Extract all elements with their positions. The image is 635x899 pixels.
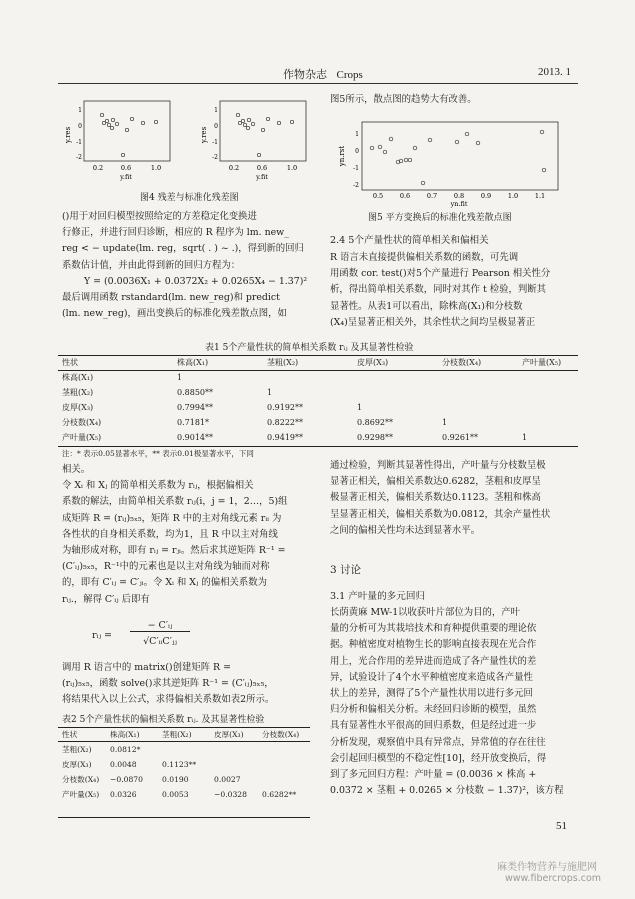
table-header-cell: 性状 [62,358,78,367]
table-cell [214,757,262,772]
table-cell [442,370,522,385]
figure-5-caption: 图5 平方变换后的标准化残差散点图 [368,213,512,223]
figure-5-ytick: 0 [355,148,359,155]
table-cell: 0.9298** [357,433,393,442]
table-header-cell: 皮厚(X₃) [214,730,244,739]
text-line: 显著性。从表1可以看出，除株高(X₁)和分枝数 [330,300,523,312]
table-1-note: 注：* 表示0.05显著水平，** 表示0.01极显著水平，下同 [62,449,254,458]
journal-title-en: Crops [336,69,363,81]
table-cell [262,742,308,757]
text-line: 令 Xᵢ 和 Xⱼ 的简单相关系数为 rᵢⱼ，根据偏相关 [62,480,254,492]
plot-a-ytick: -2 [76,154,82,161]
table-cell: 0.9192** [267,403,303,412]
table-cell: 皮厚(X₃) [62,403,94,412]
table-cell [262,757,308,772]
table-cell: 1 [442,418,448,427]
table-cell: 0.9014** [177,433,213,442]
figure-5-xtick: 0.7 [426,192,438,200]
plot-a-xtick: 1.0 [150,164,162,172]
table-header-cell: 性状 [62,730,78,739]
table-cell [522,370,572,385]
figure-5-points [370,130,546,185]
right-column-top-text [330,92,477,108]
text-line: 用上，光合作用的差异进而造成了各产量性状的差 [330,655,537,667]
table-cell: 0.7181* [177,418,209,427]
table-2-grid [62,727,308,802]
table-cell: 茎粗(X₂) [62,745,92,754]
figure-5-xtick: 0.8 [453,192,465,200]
table-cell: 0.0027 [214,775,241,784]
text-line: 异，试验设计了4个水平种植密度来造成各产量性 [330,671,533,683]
table-cell [262,772,308,787]
table-cell: 0.0053 [162,790,189,799]
table-cell: 皮厚(X₃) [62,760,92,769]
watermark-site-name: 麻类作物营养与施肥网 [497,862,597,873]
table-cell: 0.0326 [110,790,137,799]
table-row [62,772,308,787]
plot-b-ytick: 1 [214,107,218,114]
page-number: 51 [556,820,567,832]
plot-a-ylabel: y.res [64,126,72,144]
text-line: 系数的解法，由简单相关系数 rᵢⱼ(i，j = 1，2…，5)组 [62,496,288,508]
issue-number: 2013. 1 [538,66,571,78]
table-cell: 0.7994** [177,403,213,412]
figure-5-plot [330,112,570,222]
plot-b-ylabel: y.res [200,126,208,144]
residual-plot [64,101,170,181]
formula-numerator: − C′ᵢⱼ [130,620,190,632]
table-cell: 1 [177,373,183,382]
table-header-cell: 分枝数(X₄) [442,358,482,367]
table-header-cell: 株高(X₁) [177,358,209,367]
text-line: 呈显著正相关，偏相关系数为0.0812，其余产量性状 [330,508,551,520]
figure-5-ylabel: yn.rst [338,145,346,167]
plot-b-ytick: -1 [212,139,218,146]
table-row [62,430,572,445]
table-cell: 0.8222** [267,418,303,427]
left-column-bottom-text [62,660,274,709]
standardized-residual-plot [200,101,306,181]
section-2-4-text [330,250,550,331]
text-line: 之间的偏相关性均未达到显著水平。 [330,524,481,536]
right-column-mid-text [330,458,550,539]
text-line: 据。种植密度对植物生长的影响直接表现在光合作 [330,639,537,651]
table-1-grid [62,355,572,445]
plot-b-frame [220,101,306,161]
table-cell: 产叶量(X₅) [62,433,102,442]
text-line: R 语言未直接提供偏相关系数的函数，可先调 [330,252,519,263]
table-row [62,415,572,430]
text-line: 到了多元回归方程：产叶量 = (0.0036 × 株高 + [330,768,537,780]
table-cell: 分枝数(X₄) [62,418,102,427]
plot-b-xlabel: y.fit [256,173,268,181]
table-cell [357,370,442,385]
section-2-4-heading: 2.4 5个产量性状的简单相关和偏相关 [330,235,489,246]
table-header-row [62,355,572,370]
text-line: 会引起回归模型的不稳定性[10]，经开放变换后，得 [330,752,547,764]
text-line: 各性状的自身相关系数，均为1，且 R 中以主对角线 [62,528,278,540]
figure-4-caption: 图4 残差与标准化残差图 [140,193,239,203]
figure-5-xtick: 0.5 [372,192,384,200]
table-cell: 0.8692** [357,418,393,427]
text-line: 量的分析可为其栽培技术和育种提供重要的理论依 [330,623,537,635]
text-line: reg < − update(lm. reg，sqrt( . ) ~ .)，得到新的回归 [62,243,304,255]
plot-b-xtick: 0.6 [256,164,268,172]
regression-equation: Y = (0.0036X₁ + 0.0372X₂ + 0.0265X₄ − 1.37)² [84,275,308,287]
table-header-cell: 株高(X₁) [110,730,140,739]
table-cell [522,385,572,400]
figure-4-plots [60,95,320,190]
table-cell [267,370,357,385]
text-line: 通过检验，判断其显著性得出，产叶量与分枝数呈极 [330,460,546,471]
table-1-bottom-rule [58,446,578,447]
table-header-cell: 茎粗(X₂) [267,358,299,367]
table-cell: 0.0812* [110,745,141,754]
plot-b-points [236,113,293,156]
table-header-cell: 产叶量(X₅) [522,358,562,367]
table-cell: 0.0190 [162,775,189,784]
table-cell: 分枝数(X₄) [62,775,100,784]
table-cell: 0.1123** [162,760,197,769]
figure-5-xtick: 0.9 [480,192,492,200]
figure-5-xtick: 1.1 [534,192,546,200]
section-3-heading: 3 讨论 [330,564,362,576]
table-cell [357,385,442,400]
left-column-top-text [62,209,307,322]
figure-5-ytick: 1 [355,131,359,138]
plot-b-xtick: 1.0 [286,164,298,172]
text-line: 将结果代入以上公式，求得偏相关系数如表2所示。 [62,694,275,706]
text-line: 相关。 [62,464,91,475]
table-cell: 0.0048 [110,760,137,769]
text-line: 行修正，并进行回归诊断，相应的 R 程序为 lm. new_ [62,227,289,239]
table-1-caption: 表1 5个产量性状的简单相关系数 rᵢⱼ 及其显著性检验 [205,343,414,353]
table-row [62,385,572,400]
table-header-cell: 分枝数(X₄) [262,730,300,739]
figure-5-ytick: -1 [353,165,359,172]
text-line: 调用 R 语言中的 matrix()创建矩阵 R = [62,662,231,673]
plot-a-xtick: 0.6 [120,164,132,172]
text-line: 成矩阵 R = (rᵢⱼ)₅ₓ₅，矩阵 R 中的主对角线元素 rᵢᵢ 为 [62,512,282,524]
plot-a-ytick: 0 [78,123,82,130]
plot-b-ytick: 0 [214,123,218,130]
figure-5-xlabel: yn.fit [450,200,468,208]
table-cell [214,742,262,757]
table-cell: 1 [522,433,528,442]
text-line: 极显著正相关，偏相关系数达0.1123。茎粗和株高 [330,492,541,504]
plot-a-xtick: 0.2 [92,164,104,172]
table-2-bottom-rule [58,817,310,818]
text-line: 具有显著性水平很高的回归系数，但是经过进一步 [330,720,537,732]
figure-5-ytick: -2 [353,182,359,189]
figure-5-xtick: 1.0 [507,192,519,200]
figure-5-frame [362,122,558,190]
text-line: 0.0372 × 茎粗 + 0.0265 × 分枝数 − 1.37)²，该方程 [330,785,564,797]
header-rule [58,83,578,84]
text-line: 长荫黄麻 MW-1以收获叶片部位为目的，产叶 [330,607,521,618]
table-cell: 0.9419** [267,433,303,442]
text-line: 为轴形成对称，即有 rᵢⱼ = rⱼᵢ。然后求其逆矩阵 R⁻¹ = [62,544,286,556]
text-line: rᵢⱼ.，解得 C′ᵢⱼ 后即有 [62,593,150,605]
table-cell [442,400,522,415]
text-line: 图5所示，散点图的趋势大有改善。 [330,94,477,105]
table-row [62,400,572,415]
plot-a-points [100,113,157,156]
table-row [62,757,308,772]
table-cell: 0.6282** [262,790,297,799]
plot-a-xlabel: y.fit [120,173,132,181]
table-cell: 产叶量(X₅) [62,790,100,799]
table-cell: 茎粗(X₂) [62,388,94,397]
table-cell: 1 [357,403,363,412]
table-cell: 株高(X₁) [62,373,94,382]
plot-a-ytick: 1 [78,107,82,114]
plot-a-ytick: -1 [76,139,82,146]
plot-b-ytick: -2 [212,154,218,161]
text-line: (C′ᵢⱼ)₅ₓ₅，R⁻¹中的元素也是以主对角线为轴而对称 [62,561,270,573]
table-cell [522,400,572,415]
text-line: 显著正相关，偏相关系数达0.6282，茎粗和皮厚呈 [330,476,541,488]
text-line: 系数估计值，并由此得到新的回归方程为： [62,259,241,271]
formula-lhs: rᵢⱼ = [92,630,112,641]
text-line: (lm. new_reg)，画出变换后的标准化残差散点图，如 [62,308,287,320]
table-row [62,370,572,385]
table-cell: 1 [267,388,273,397]
table-header-cell: 皮厚(X₃) [357,358,389,367]
text-line: 归分析和偏相关分析。未经回归诊断的模型，虽然 [330,704,537,716]
section-3-1-text [330,605,564,799]
plot-b-xtick: 0.2 [228,164,240,172]
text-line: 分析发现，观察值中具有异常点，异常值的存在往往 [330,736,546,748]
table-row [62,787,308,802]
journal-title: 作物杂志 Crops [283,68,363,81]
text-line: 析，得出简单相关系数，同时对其作 t 检验，判断其 [330,284,546,296]
table-cell: 0.9261** [442,433,478,442]
formula-denominator: √C′ᵢᵢC′ⱼⱼ [143,636,177,647]
watermark-url: www.fibercrops.com [505,873,602,884]
table-cell: −0.0328 [214,790,247,799]
text-line: 用函数 cor. test()对5个产量进行 Pearson 相关性分 [330,268,551,280]
table-cell [442,385,522,400]
text-line: (rᵢⱼ)₅ₓ₅，函数 solve()求其逆矩阵 R⁻¹ = (C′ᵢⱼ)₅ₓ₅， [62,678,274,690]
table-header-row [62,727,308,742]
left-column-mid-text [62,462,288,608]
text-line: 最后调用函数 rstandard(lm. new_reg)和 predict [62,291,280,303]
table-cell: −0.0870 [110,775,143,784]
table-row [62,742,308,757]
text-line: 的，即有 C′ᵢⱼ = C′ⱼᵢ。令 Xᵢ 和 Xⱼ 的偏相关系数为 [62,577,268,589]
table-cell: 0.8850** [177,388,213,397]
section-3-1-heading: 3.1 产叶量的多元回归 [330,591,426,602]
table-header-cell: 茎粗(X₂) [162,730,192,739]
table-2-caption: 表2 5个产量性状的偏相关系数 rᵢⱼ. 及其显著性检验 [62,715,265,725]
text-line: ()用于对回归模型按照给定的方差稳定化变换进 [62,211,257,222]
text-line: 状上的差异，测得了5个产量性状用以进行多元回 [330,687,533,699]
table-cell [162,742,214,757]
figure-5-xtick: 0.6 [399,192,411,200]
table-cell [522,415,572,430]
text-line: (X₄)呈显著正相关外，其余性状之间均呈极显著正 [330,316,536,328]
plot-a-frame [84,101,170,161]
